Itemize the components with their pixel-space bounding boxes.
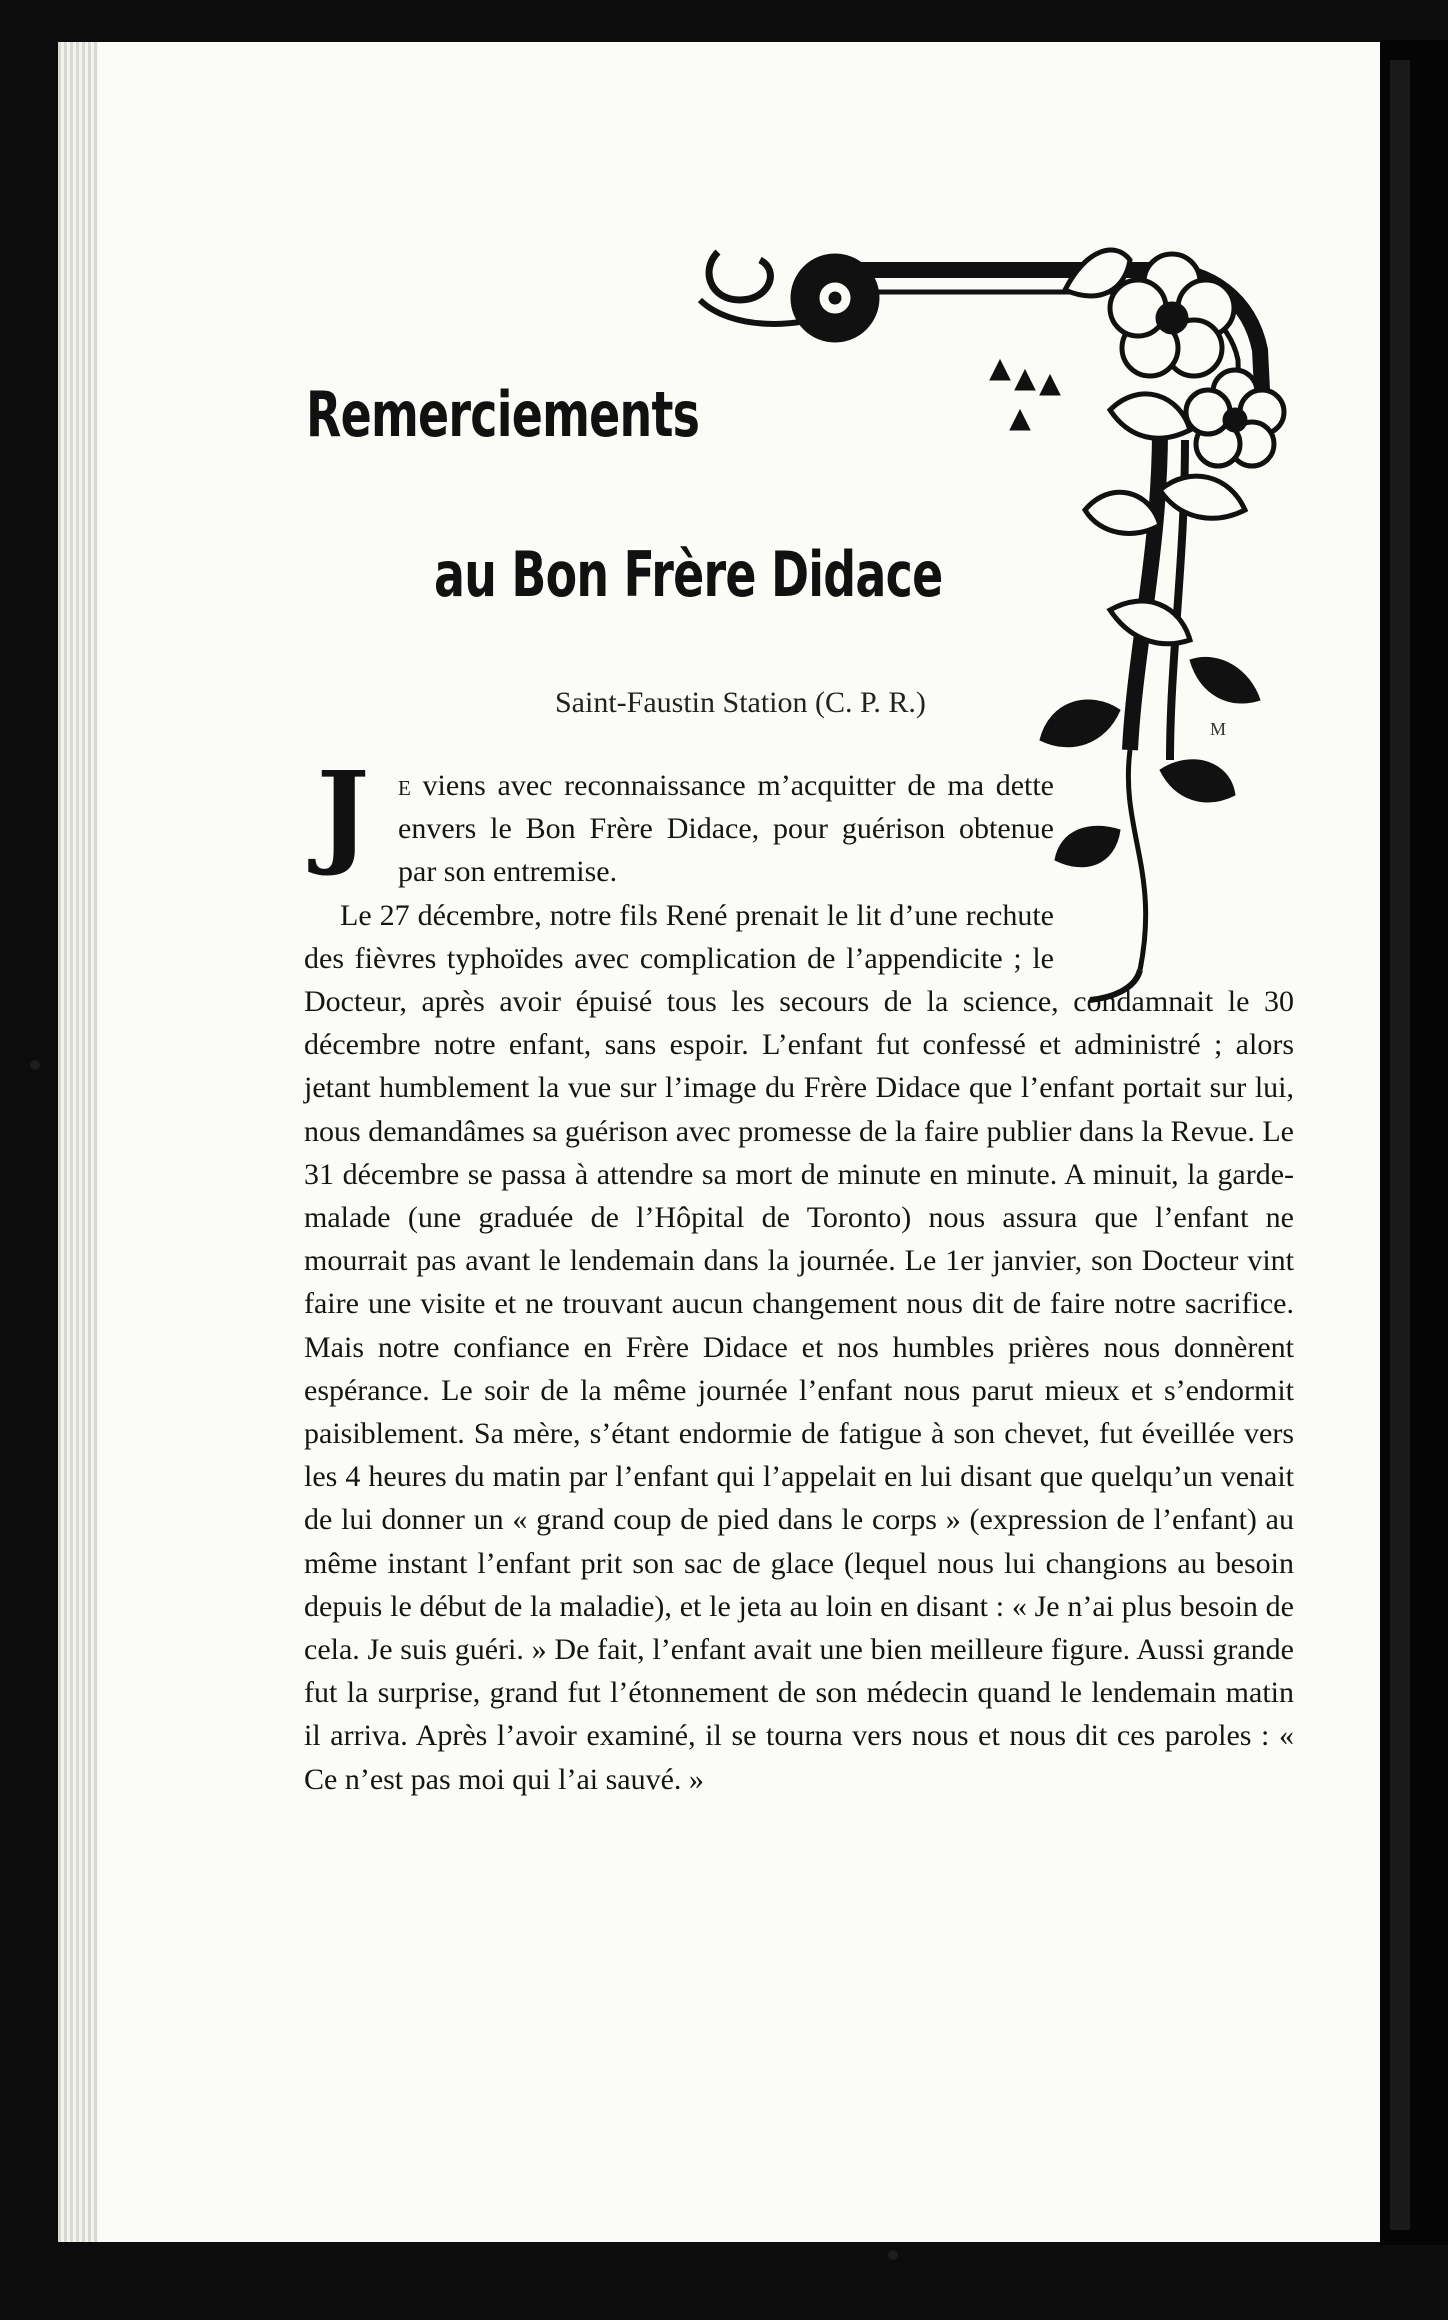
paragraph-2: Le 27 décembre, notre fils René prenait le lit d’une rechute des fièvres typhoïdes avec complication de l’appendicite ; le Docteur, après avoir épuisé tous les secours de la science, condamnait le 30 décembre notre enfant, sans espoir. L’enfant fut confessé et administré ; alors jetant humblement la vue sur l’image du Frère Didace que l’enfant portait sur lui, nous demandâmes sa guérison avec promesse de la faire publier dans la Revue. Le 31 décembre se passa à attendre sa mort de minute en minute. A minuit, la garde-malade (une graduée de l’Hôpital de Toronto) nous assura que l’enfant ne mourrait pas avant le lendemain dans la journée. Le 1er janvier, son Docteur vint faire une visite et ne trouvant aucun changement nous dit de faire notre sacrifice. Mais notre confiance en Frère Didace et nos humbles prières nous donnèrent espérance. Le soir de la même journée l’enfant nous parut mieux et s’endormit paisiblement. Sa mère, s’étant endormie de fatigue à son chevet, fut éveillée vers les 4 heures du matin par l’enfant qui l’appelait en lui disant que quelqu’un venait de lui donner un « grand coup de pied dans le corps » (expression de l’enfant) au même instant l’enfant prit son sac de glace (lequel nous lui changions au besoin depuis le début de la maladie), et le jeta au loin en disant : « Je n’ai plus besoin de cela. Je suis guéri. » De fait, l’enfant avait une bien meilleure figure. Aussi grande fut la surprise, grand fut l’étonnement de son médecin quand le lendemain matin il arriva. Après l’avoir examiné, il se tourna vers nous et nous dit ces paroles : « Ce n’est pas moi qui l’ai sauvé. »	[304, 898, 1294, 1796]
scan-smudge	[30, 1060, 40, 1070]
first-word-rest: e	[398, 769, 411, 802]
drop-cap: J	[316, 748, 370, 879]
paragraph-1-text: viens avec reconnaissance m’acquitter de ma dette envers le Bon Frère Didace, pour guérison obtenue par son entremise.	[398, 769, 1054, 889]
page-title-line2: au Bon Frère Didace	[434, 538, 943, 611]
next-page-edge	[1390, 60, 1410, 2230]
scan-smudge	[888, 2250, 898, 2260]
article-body	[304, 764, 1294, 1801]
place-heading: Saint-Faustin Station (C. P. R.)	[555, 686, 926, 719]
artist-mark: M	[1210, 719, 1227, 739]
page-title-line1: Remerciements	[306, 378, 700, 451]
page-edge-stack	[58, 42, 98, 2242]
